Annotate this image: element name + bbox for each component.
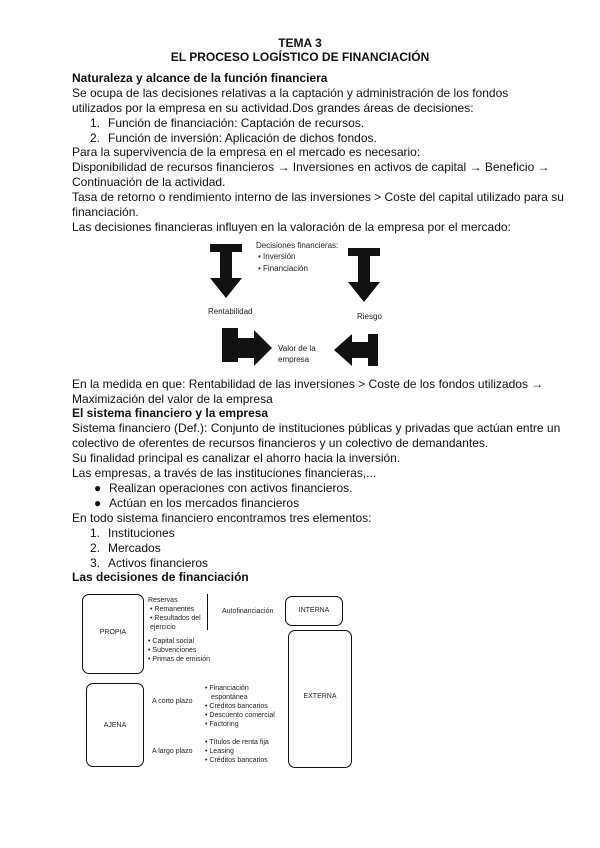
paragraph: Disponibilidad de recursos financieros → Inversiones en activos de capital → Beneficio → (72, 160, 550, 174)
list-item-num: 1. (90, 116, 101, 130)
list-item-text: Mercados (108, 541, 161, 555)
page-title: TEMA 3 (278, 36, 322, 50)
ajena-label: AJENA (103, 722, 127, 729)
paragraph: Las empresas, a través de las instituciones financieras,... (72, 466, 377, 480)
reservas-label: Reservas (148, 597, 178, 604)
corto-item: • Financiación (205, 685, 249, 692)
corto-item: • Créditos bancarios (205, 703, 268, 710)
intro-line-2: utilizados por la empresa en su actividad.Dos grandes áreas de decisiones: (72, 101, 474, 115)
ajena-box (86, 683, 144, 767)
list-item-num: 2. (90, 131, 101, 145)
propia-item: • Subvenciones (148, 647, 197, 654)
section-heading-naturaleza: Naturaleza y alcance de la función financiera (72, 71, 328, 85)
section-heading-sistema: El sistema financiero y la empresa (72, 406, 269, 420)
valor-label-1: Valor de la (278, 344, 316, 353)
bullet-dot: ● (94, 481, 102, 495)
externa-label: EXTERNA (303, 693, 337, 700)
paragraph: Maximización del valor de la empresa (72, 392, 273, 406)
arrow-down-right (348, 248, 380, 302)
section-heading-decisiones: Las decisiones de financiación (72, 570, 249, 584)
corto-plazo-label: A corto plazo (152, 698, 193, 705)
arrow-left-bottom (334, 334, 378, 366)
arrow-right-bottom (222, 328, 272, 366)
reservas-item: • Remanentes (150, 606, 195, 613)
largo-item: • Títulos de renta fija (205, 739, 269, 746)
propia-label: PROPIA (99, 629, 127, 636)
largo-item: • Leasing (205, 748, 234, 755)
rentabilidad-label: Rentabilidad (208, 307, 253, 316)
ejercicio-label: ejercicio (150, 624, 176, 631)
bullet-text: Realizan operaciones con activos financieros. (109, 481, 353, 495)
paragraph: Tasa de retorno o rendimiento interno de las inversiones > Coste del capital utilizado para su (72, 190, 564, 204)
list-item-text: Instituciones (108, 526, 175, 540)
list-item-num: 2. (90, 541, 101, 555)
propia-box (82, 594, 144, 674)
paragraph: Su finalidad principal es canalizar el ahorro hacia la inversión. (72, 451, 401, 465)
paragraph: En la medida en que: Rentabilidad de las inversiones > Coste de los fondos utilizados → (72, 377, 544, 391)
propia-item: • Primas de emisión (148, 656, 210, 663)
diagram-item-inversion: • Inversión (258, 252, 296, 261)
paragraph: Para la supervivencia de la empresa en el mercado es necesario: (72, 145, 421, 159)
reservas-item: • Resultados del (150, 615, 201, 622)
diagram-item-financiacion: • Financiación (258, 264, 308, 273)
paragraph: Las decisiones financieras influyen en la valoración de la empresa por el mercado: (72, 220, 511, 234)
list-item-text: Función de inversión: Aplicación de dichos fondos. (108, 131, 377, 145)
espontanea-label: espontánea (211, 694, 248, 701)
paragraph: colectivo de oferentes de recursos financieros y un colectivo de demandantes. (72, 436, 489, 450)
list-item-text: Activos financieros (108, 556, 209, 570)
riesgo-label: Riesgo (357, 312, 382, 321)
list-item-text: Función de financiación: Captación de recursos. (108, 116, 365, 130)
autofinanciacion-label: Autofinanciación (222, 608, 274, 615)
externa-box (288, 630, 352, 768)
bullet-dot: ● (94, 496, 102, 510)
corto-item: • Factoring (205, 721, 239, 728)
page-subtitle: EL PROCESO LOGÍSTICO DE FINANCIACIÓN (170, 50, 430, 64)
interna-box (285, 596, 343, 626)
paragraph: financiación. (72, 205, 139, 219)
divider-line (207, 594, 208, 630)
valor-label-2: empresa (278, 355, 310, 364)
intro-line-1: Se ocupa de las decisiones relativas a la captación y administración de los fondos (72, 86, 509, 100)
arrow-down-left (210, 244, 242, 298)
largo-item: • Créditos bancarios (205, 757, 268, 764)
paragraph: Continuación de la actividad. (72, 175, 226, 189)
list-item-num: 1. (90, 526, 101, 540)
bullet-text: Actúan en los mercados financieros (109, 496, 300, 510)
list-item-num: 3. (90, 556, 101, 570)
interna-label: INTERNA (298, 607, 330, 614)
largo-plazo-label: A largo plazo (152, 748, 193, 755)
diagram-title: Decisiones financieras: (256, 241, 339, 250)
corto-item: • Descuento comercial (205, 712, 275, 719)
propia-item: • Capital social (148, 638, 195, 645)
paragraph: Sistema financiero (Def.): Conjunto de instituciones públicas y privadas que actúan entre un (72, 421, 561, 435)
paragraph: En todo sistema financiero encontramos tres elementos: (72, 511, 372, 525)
